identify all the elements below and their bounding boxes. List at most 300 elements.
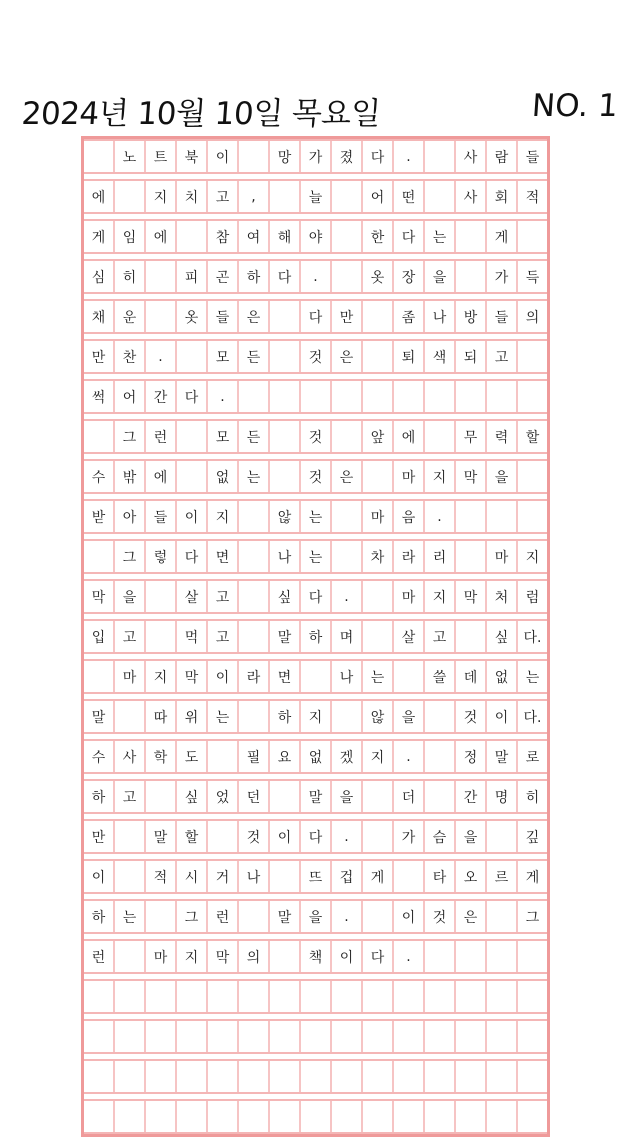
grid-cell: 회 — [487, 181, 518, 212]
grid-row — [84, 219, 547, 254]
grid-cell — [456, 501, 487, 532]
grid-cell — [394, 661, 425, 692]
grid-cell: 에 — [146, 461, 177, 492]
grid-cell: 지 — [363, 741, 394, 772]
grid-cell — [177, 341, 208, 372]
grid-cell: 말 — [270, 621, 301, 652]
grid-cell: 마 — [115, 661, 146, 692]
grid-row — [84, 659, 547, 694]
grid-cell — [115, 861, 146, 892]
grid-cell: 에 — [394, 421, 425, 452]
grid-cell: 막 — [456, 461, 487, 492]
grid-cell — [177, 461, 208, 492]
grid-cell — [332, 1061, 363, 1092]
grid-cell — [270, 861, 301, 892]
grid-cell: 은 — [332, 341, 363, 372]
grid-cell: 을 — [394, 701, 425, 732]
grid-cell — [518, 1021, 547, 1052]
grid-cell — [239, 381, 270, 412]
grid-cell — [363, 981, 394, 1012]
grid-cell: 다. — [523, 629, 542, 646]
grid-row — [84, 819, 547, 854]
grid-cell — [270, 301, 301, 332]
grid-cell — [363, 621, 394, 652]
grid-cell — [518, 461, 547, 492]
grid-cell — [177, 1061, 208, 1092]
grid-cell — [363, 1021, 394, 1052]
grid-cell: . — [425, 501, 456, 532]
grid-cell — [487, 901, 518, 932]
grid-cell — [301, 1061, 332, 1092]
grid-cell: 망 — [270, 141, 301, 172]
grid-cell: 운 — [115, 301, 146, 332]
grid-row — [84, 619, 547, 654]
grid-cell: 것 — [425, 901, 456, 932]
grid-row — [84, 339, 547, 374]
grid-row — [84, 139, 547, 174]
grid-cell: 뜨 — [301, 861, 332, 892]
grid-cell — [270, 181, 301, 212]
grid-cell: 고 — [115, 621, 146, 652]
grid-cell — [270, 381, 301, 412]
grid-cell — [332, 501, 363, 532]
grid-cell: 나 — [332, 661, 363, 692]
grid-cell — [239, 701, 270, 732]
grid-cell: 요 — [270, 741, 301, 772]
grid-cell — [518, 221, 547, 252]
grid-cell: 는 — [239, 461, 270, 492]
grid-cell — [487, 941, 518, 972]
grid-cell — [363, 581, 394, 612]
grid-cell: 학 — [146, 741, 177, 772]
grid-cell: 지 — [146, 181, 177, 212]
grid-cell: 히 — [525, 789, 540, 806]
grid-cell: 고 — [208, 181, 239, 212]
grid-cell: 필 — [239, 741, 270, 772]
grid-cell: 참 — [208, 221, 239, 252]
grid-cell: 이 — [270, 821, 301, 852]
grid-cell — [239, 541, 270, 572]
grid-cell: 음 — [394, 501, 425, 532]
grid-cell: 졌 — [332, 141, 363, 172]
grid-cell: 거 — [208, 861, 239, 892]
grid-cell: 마 — [394, 581, 425, 612]
grid-cell: 지 — [208, 501, 239, 532]
grid-cell: 곤 — [208, 261, 239, 292]
grid-cell: 슴 — [425, 821, 456, 852]
grid-cell: 든 — [239, 421, 270, 452]
grid-cell: 나 — [270, 541, 301, 572]
grid-cell — [84, 1021, 115, 1052]
grid-cell: 는 — [363, 661, 394, 692]
grid-cell — [518, 941, 547, 972]
grid-cell: 북 — [177, 141, 208, 172]
grid-row — [84, 379, 547, 414]
grid-cell — [301, 661, 332, 692]
grid-cell: 이 — [84, 861, 115, 892]
page-header — [22, 88, 618, 132]
grid-cell — [115, 941, 146, 972]
grid-cell — [363, 301, 394, 332]
grid-cell: 말 — [487, 741, 518, 772]
grid-cell — [239, 501, 270, 532]
grid-cell: 채 — [84, 301, 115, 332]
grid-row — [84, 1019, 547, 1054]
grid-cell: 만 — [84, 821, 115, 852]
grid-cell — [487, 1101, 518, 1132]
grid-cell: 되 — [456, 341, 487, 372]
grid-cell: 사 — [115, 741, 146, 772]
grid-cell — [332, 221, 363, 252]
grid-cell: 방 — [456, 301, 487, 332]
grid-cell: 게 — [363, 861, 394, 892]
grid-cell — [115, 181, 146, 212]
grid-cell: 고 — [425, 621, 456, 652]
grid-cell: 것 — [301, 341, 332, 372]
grid-cell: 은 — [332, 461, 363, 492]
grid-cell: 싶 — [270, 581, 301, 612]
grid-cell: 력 — [487, 421, 518, 452]
grid-cell: 시 — [177, 861, 208, 892]
grid-cell — [239, 901, 270, 932]
grid-cell: 로 — [525, 749, 540, 766]
grid-row — [84, 499, 547, 534]
grid-cell — [518, 341, 547, 372]
grid-cell: 적 — [525, 189, 540, 206]
grid-cell: 이 — [487, 701, 518, 732]
grid-cell — [425, 381, 456, 412]
grid-row — [84, 779, 547, 814]
grid-cell: 득 — [525, 269, 540, 286]
grid-cell — [146, 261, 177, 292]
grid-cell — [239, 1061, 270, 1092]
grid-cell — [146, 901, 177, 932]
grid-cell — [394, 861, 425, 892]
grid-cell: 다 — [363, 941, 394, 972]
grid-cell: 옷 — [363, 261, 394, 292]
grid-cell: 따 — [146, 701, 177, 732]
grid-cell — [425, 1101, 456, 1132]
grid-cell: 먹 — [177, 621, 208, 652]
grid-cell: 람 — [487, 141, 518, 172]
grid-cell — [456, 261, 487, 292]
grid-cell — [84, 141, 115, 172]
grid-cell: 것 — [456, 701, 487, 732]
grid-cell: . — [332, 821, 363, 852]
grid-cell: 지 — [146, 661, 177, 692]
grid-cell: 며 — [332, 621, 363, 652]
grid-cell: 데 — [456, 661, 487, 692]
grid-cell — [146, 1021, 177, 1052]
grid-cell — [84, 541, 115, 572]
grid-cell: 여 — [239, 221, 270, 252]
grid-cell — [208, 981, 239, 1012]
grid-cell — [456, 981, 487, 1012]
grid-cell: 는 — [115, 901, 146, 932]
grid-cell — [301, 1101, 332, 1132]
grid-row — [84, 939, 547, 974]
grid-cell — [239, 581, 270, 612]
grid-cell — [456, 1021, 487, 1052]
grid-cell: 말 — [270, 901, 301, 932]
grid-cell: 없 — [301, 741, 332, 772]
grid-cell — [518, 1061, 547, 1092]
grid-cell — [363, 1061, 394, 1092]
grid-cell: 정 — [456, 741, 487, 772]
grid-cell — [146, 1061, 177, 1092]
grid-cell: 사 — [456, 141, 487, 172]
grid-cell: 을 — [301, 901, 332, 932]
grid-cell: 의 — [525, 309, 540, 326]
grid-cell — [456, 1061, 487, 1092]
grid-cell — [456, 621, 487, 652]
grid-cell — [487, 381, 518, 412]
grid-cell: 는 — [525, 669, 540, 686]
grid-cell: 없 — [487, 661, 518, 692]
grid-cell — [394, 1061, 425, 1092]
grid-cell: 지 — [301, 701, 332, 732]
grid-row — [84, 179, 547, 214]
grid-cell: 늘 — [301, 181, 332, 212]
grid-cell: 하 — [270, 701, 301, 732]
grid-cell: 을 — [487, 461, 518, 492]
grid-cell: 임 — [115, 221, 146, 252]
grid-cell: 찬 — [115, 341, 146, 372]
grid-cell — [208, 1061, 239, 1092]
grid-cell: 는 — [301, 541, 332, 572]
grid-cell — [270, 1021, 301, 1052]
grid-cell — [270, 1061, 301, 1092]
grid-cell: 는 — [301, 501, 332, 532]
grid-cell — [239, 1021, 270, 1052]
grid-cell: . — [332, 901, 363, 932]
grid-cell — [146, 581, 177, 612]
grid-cell — [487, 821, 518, 852]
grid-cell — [332, 381, 363, 412]
grid-cell — [332, 261, 363, 292]
grid-cell: 들 — [525, 149, 540, 166]
grid-cell — [146, 981, 177, 1012]
grid-cell: 트 — [146, 141, 177, 172]
grid-cell — [146, 781, 177, 812]
grid-cell — [301, 1021, 332, 1052]
grid-cell — [177, 1101, 208, 1132]
grid-cell — [487, 1021, 518, 1052]
grid-cell: 것 — [239, 821, 270, 852]
grid-cell — [208, 741, 239, 772]
grid-row — [84, 419, 547, 454]
grid-row — [84, 539, 547, 574]
grid-cell: 들 — [146, 501, 177, 532]
grid-cell — [270, 781, 301, 812]
grid-cell: 게 — [84, 221, 115, 252]
grid-cell: 나 — [425, 301, 456, 332]
grid-cell: 그 — [177, 901, 208, 932]
grid-cell: 마 — [394, 461, 425, 492]
grid-cell: 게 — [525, 869, 540, 886]
grid-cell: 밖 — [115, 461, 146, 492]
grid-cell: 이 — [208, 141, 239, 172]
grid-cell: 받 — [84, 501, 115, 532]
grid-cell: 아 — [115, 501, 146, 532]
grid-cell — [115, 1101, 146, 1132]
grid-cell: 다 — [177, 381, 208, 412]
grid-cell: 싶 — [487, 621, 518, 652]
grid-cell: 게 — [487, 221, 518, 252]
grid-cell: 럼 — [525, 589, 540, 606]
grid-cell — [270, 981, 301, 1012]
grid-cell: 마 — [487, 541, 518, 572]
grid-cell: 무 — [456, 421, 487, 452]
grid-cell: 하 — [84, 901, 115, 932]
grid-cell: 런 — [208, 901, 239, 932]
grid-cell — [394, 1101, 425, 1132]
grid-cell: 지 — [425, 461, 456, 492]
grid-cell: 을 — [425, 261, 456, 292]
grid-cell: 않 — [270, 501, 301, 532]
grid-cell — [363, 461, 394, 492]
grid-cell: 썩 — [84, 381, 115, 412]
grid-cell — [425, 781, 456, 812]
grid-cell: 해 — [270, 221, 301, 252]
grid-cell — [270, 941, 301, 972]
grid-row — [84, 899, 547, 934]
grid-cell: 간 — [456, 781, 487, 812]
grid-cell: 고 — [115, 781, 146, 812]
grid-cell: 이 — [394, 901, 425, 932]
grid-cell: 을 — [456, 821, 487, 852]
grid-cell: 은 — [239, 301, 270, 332]
grid-cell: 는 — [425, 221, 456, 252]
grid-cell — [363, 901, 394, 932]
grid-cell — [115, 821, 146, 852]
grid-cell: 다. — [523, 709, 542, 726]
grid-cell: . — [146, 341, 177, 372]
grid-cell: 면 — [270, 661, 301, 692]
grid-cell: 에 — [146, 221, 177, 252]
grid-cell — [332, 1021, 363, 1052]
grid-cell: 간 — [146, 381, 177, 412]
grid-cell: 런 — [146, 421, 177, 452]
grid-cell — [239, 1101, 270, 1132]
grid-cell: . — [394, 941, 425, 972]
grid-cell: 다 — [363, 141, 394, 172]
grid-cell — [332, 701, 363, 732]
grid-cell: 만 — [332, 301, 363, 332]
grid-cell: 말 — [301, 781, 332, 812]
grid-cell: 심 — [84, 261, 115, 292]
grid-cell: 할 — [177, 821, 208, 852]
grid-row — [84, 1059, 547, 1094]
grid-cell: 막 — [208, 941, 239, 972]
grid-cell — [456, 1101, 487, 1132]
grid-cell: 어 — [115, 381, 146, 412]
grid-cell — [270, 461, 301, 492]
grid-cell: 그 — [115, 421, 146, 452]
grid-cell — [84, 1101, 115, 1132]
grid-cell: 장 — [394, 261, 425, 292]
grid-cell: 모 — [208, 421, 239, 452]
page-number: NO. 1 — [530, 88, 620, 124]
grid-cell — [146, 1101, 177, 1132]
grid-cell — [487, 981, 518, 1012]
grid-cell — [177, 981, 208, 1012]
grid-cell — [456, 221, 487, 252]
grid-cell — [487, 501, 518, 532]
grid-cell — [425, 981, 456, 1012]
grid-cell — [363, 381, 394, 412]
grid-cell: 하 — [84, 781, 115, 812]
grid-cell: 것 — [301, 461, 332, 492]
grid-cell: 이 — [332, 941, 363, 972]
grid-cell: 수 — [84, 741, 115, 772]
grid-cell: 겁 — [332, 861, 363, 892]
grid-cell: 어 — [363, 181, 394, 212]
grid-row — [84, 259, 547, 294]
grid-cell — [394, 381, 425, 412]
grid-row — [84, 299, 547, 334]
grid-cell — [425, 701, 456, 732]
grid-cell: 퇴 — [394, 341, 425, 372]
grid-cell — [115, 701, 146, 732]
grid-cell: 을 — [332, 781, 363, 812]
grid-cell: 것 — [301, 421, 332, 452]
grid-cell: 책 — [301, 941, 332, 972]
grid-row — [84, 579, 547, 614]
grid-cell — [332, 1101, 363, 1132]
grid-cell: 쓸 — [425, 661, 456, 692]
grid-cell: 옷 — [177, 301, 208, 332]
grid-cell — [115, 1021, 146, 1052]
grid-cell — [394, 981, 425, 1012]
grid-cell: 말 — [146, 821, 177, 852]
grid-cell — [239, 141, 270, 172]
grid-cell — [456, 941, 487, 972]
grid-cell: 들 — [487, 301, 518, 332]
grid-cell: 차 — [363, 541, 394, 572]
grid-cell: 가 — [394, 821, 425, 852]
grid-cell — [363, 1101, 394, 1132]
grid-cell — [84, 661, 115, 692]
grid-cell: 을 — [115, 581, 146, 612]
grid-cell: 타 — [425, 861, 456, 892]
grid-cell: . — [394, 741, 425, 772]
grid-cell — [518, 381, 547, 412]
grid-cell: 고 — [208, 581, 239, 612]
grid-row — [84, 699, 547, 734]
grid-cell: 지 — [525, 549, 540, 566]
grid-cell: . — [301, 261, 332, 292]
grid-cell: 리 — [425, 541, 456, 572]
grid-cell: 오 — [456, 861, 487, 892]
grid-cell: 모 — [208, 341, 239, 372]
grid-cell: 막 — [456, 581, 487, 612]
grid-cell — [518, 981, 547, 1012]
grid-cell: 수 — [84, 461, 115, 492]
grid-cell — [332, 181, 363, 212]
grid-cell: 노 — [115, 141, 146, 172]
grid-cell — [177, 421, 208, 452]
grid-cell: 피 — [177, 261, 208, 292]
grid-cell — [84, 421, 115, 452]
grid-cell: 는 — [208, 701, 239, 732]
grid-cell — [332, 981, 363, 1012]
grid-cell: 르 — [487, 861, 518, 892]
grid-cell — [518, 501, 547, 532]
grid-cell: 에 — [84, 181, 115, 212]
grid-cell: 들 — [208, 301, 239, 332]
grid-cell: 도 — [177, 741, 208, 772]
